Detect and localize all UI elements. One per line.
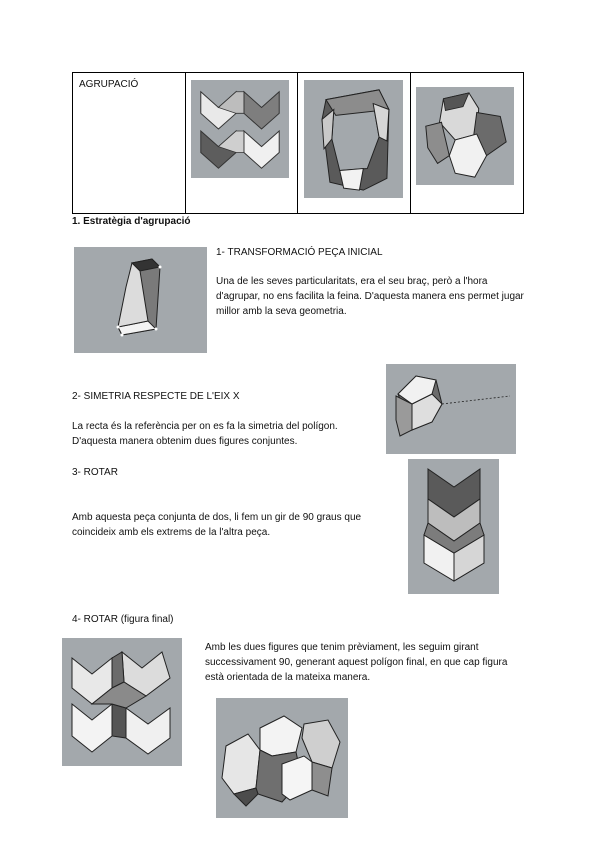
step3-body: Amb aquesta peça conjunta de dos, li fem un gir de 90 graus que coincideix amb els extrems de la l'altra peça. [72, 512, 362, 538]
table-divider [297, 73, 298, 213]
step1-body: Una de les seves particularitats, era el seu braç, però a l'hora d'agrupar, no ens facilita la feina. D'aquesta manera ens permet jugar millor amb la seva geometria. [216, 276, 524, 317]
figure-ring-structure [304, 80, 403, 198]
step4-title: 4- ROTAR (figura final) [72, 614, 174, 625]
figure-initial-piece [74, 247, 207, 353]
figure-rotated-pair [408, 459, 499, 594]
figure-final-polygon [216, 698, 348, 818]
step2-body: La recta és la referència per on es fa la simetria del polígon. D'aquesta manera obtenim dues figures conjuntes. [72, 421, 338, 447]
figure-spiral-cluster [416, 87, 514, 185]
figure-chevron-grid [191, 80, 289, 178]
step3-title: 3- ROTAR [72, 467, 118, 478]
table-divider [185, 73, 186, 213]
table-label: AGRUPACIÓ [79, 79, 139, 90]
figure-symmetry-axis [386, 364, 516, 454]
figure-final-grid [62, 638, 182, 766]
section-heading: 1. Estratègia d'agrupació [72, 216, 191, 227]
step1-title: 1- TRANSFORMACIÓ PEÇA INICIAL [216, 247, 383, 258]
step2-title: 2- SIMETRIA RESPECTE DE L'EIX X [72, 391, 240, 402]
step4-body: Amb les dues figures que tenim prèviament, les seguim girant successivament 90, generant aquest polígon final, en que cap figura està orientada de la mateixa manera. [205, 642, 508, 683]
table-divider [410, 73, 411, 213]
